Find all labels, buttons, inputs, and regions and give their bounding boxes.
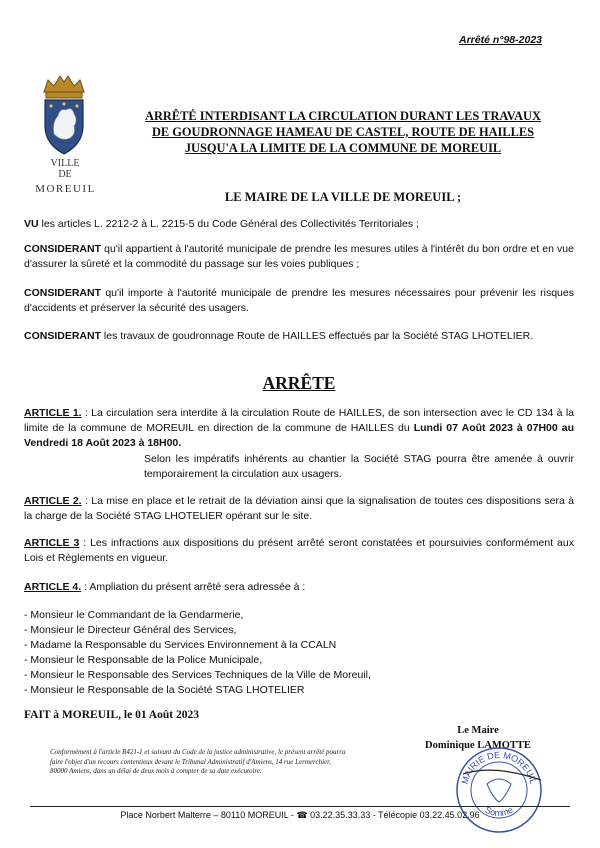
considerant-1-text: qu'il appartient à l'autorité municipale de prendre les mesures utiles à l'intérêt du bon ordre et en vue d'assurer la sûreté et la commodité du passage sur les voies publiques ;	[24, 243, 574, 270]
considerant-3-text: les travaux de goudronnage Route de HAILLES effectués par la Société STAG LHOTELIER.	[101, 330, 534, 342]
page-footer	[30, 806, 570, 821]
list-item: - Madame la Responsable du Services Environnement à la CCALN	[24, 639, 337, 651]
phone-icon: ☎	[296, 810, 308, 820]
list-item: - Monsieur le Responsable de la Société STAG LHOTELIER	[24, 684, 305, 696]
signature-name: Dominique LAMOTTE	[425, 740, 531, 751]
considerant-2	[24, 286, 574, 316]
article-3-label: ARTICLE 3	[24, 537, 80, 549]
title-line-3: JUSQU'A LA LIMITE DE LA COMMUNE DE MOREUIL	[184, 141, 502, 155]
list-item: - Monsieur le Responsable de la Police Municipale,	[24, 654, 263, 666]
recipients-list	[24, 608, 574, 698]
mairie-stamp-icon	[453, 744, 545, 836]
decree-title	[112, 108, 574, 156]
footer-address: Place Norbert Malterre – 80110 MOREUIL -	[120, 810, 297, 820]
considerant-1	[24, 242, 574, 272]
legal-notice: Conformément à l'article R421-1 et suivant du Code de la justice administrative, le présent arrêté pourra faire l'objet d'un recours contentieux devant le Tribunal Administratif d'Amiens, 14 rue Lermerchier, 80000 Amiens, dans un délai de deux mois à compter de sa date exécutoire.	[50, 748, 346, 775]
footer-contact: 03.22.35.33.33 - Télécopie 03.22.45.02.96	[307, 810, 480, 820]
vu-label: VU	[24, 218, 39, 230]
considerant-3-label: CONSIDERANT	[24, 330, 102, 342]
ville-label-line2: DE	[58, 169, 72, 180]
maire-heading: LE MAIRE DE LA VILLE DE MOREUIL ;	[224, 190, 462, 204]
considerant-1-label: CONSIDERANT	[24, 243, 102, 255]
article-1-continuation: Selon les impératifs inhérents au chantier la Société STAG pourra être amenée à ouvrir temporairement la circulation aux usagers.	[144, 453, 574, 480]
city-crest-icon	[40, 64, 88, 160]
vu-paragraph	[24, 217, 574, 232]
article-4	[24, 580, 574, 595]
vu-text: les articles L. 2212-2 à L. 2215-5 du Code Général des Collectivités Territoriales ;	[38, 218, 419, 230]
fait-line: FAIT à MOREUIL, le 01 Août 2023	[24, 709, 199, 721]
ville-label	[40, 158, 90, 180]
considerant-2-label: CONSIDERANT	[24, 287, 102, 299]
article-4-text: : Ampliation du présent arrêté sera adressée à :	[81, 581, 306, 593]
signature-role: Le Maire	[457, 725, 499, 736]
article-3-text: : Les infractions aux dispositions du présent arrêté seront constatées et poursuivies conformément aux Lois et Règlements en vigueur.	[24, 537, 574, 564]
stamp-top-text: MAIRIE DE MOREUIL	[459, 749, 539, 786]
article-2	[24, 494, 574, 524]
considerant-2-text: qu'il importe à l'autorité municipale de prendre les mesures nécessaires pour prévenir les risques d'accidents et préserver la sécurité des usagers.	[24, 287, 574, 314]
list-item: - Monsieur le Directeur Général des Services,	[24, 624, 237, 636]
article-1-dates: Lundi 07 Août 2023 à 07H00 au Vendredi 18 Août 2023 à 18H00.	[24, 422, 574, 449]
svg-text:MAIRIE DE MOREUIL	[460, 750, 539, 785]
list-item: - Monsieur le Commandant de la Gendarmerie,	[24, 609, 244, 621]
stamp-bottom-text: Somme	[483, 804, 515, 819]
article-1-label: ARTICLE 1.	[24, 407, 82, 419]
article-1	[24, 406, 574, 451]
title-line-1: ARRÊTÉ INTERDISANT LA CIRCULATION DURANT LES TRAVAUX	[145, 109, 541, 123]
list-item: - Monsieur le Responsable des Services Techniques de la Ville de Moreuil,	[24, 669, 371, 681]
title-line-2: DE GOUDRONNAGE HAMEAU DE CASTEL, ROUTE DE HAILLES	[151, 125, 535, 139]
article-2-label: ARTICLE 2.	[24, 495, 82, 507]
article-2-text: : La mise en place et le retrait de la déviation ainsi que la signalisation de toutes ces dispositions sera à la charge de la Société STAG LHOTELIER opérant sur le site.	[24, 495, 574, 522]
ville-label-line1: VILLE	[50, 158, 80, 169]
arrete-heading: ARRÊTE	[262, 373, 336, 393]
decree-reference: Arrêté n°98-2023	[459, 34, 542, 46]
considerant-3	[24, 329, 574, 344]
ville-name: MOREUIL	[35, 183, 96, 195]
article-1-text: : La circulation sera interdite à la circulation Route de HAILLES, de son intersection avec le CD 134 à la limite de la commune de MOREUIL en direction de la commune de HAILLES du	[24, 407, 574, 434]
article-4-label: ARTICLE 4.	[24, 581, 82, 593]
article-3	[24, 536, 574, 566]
